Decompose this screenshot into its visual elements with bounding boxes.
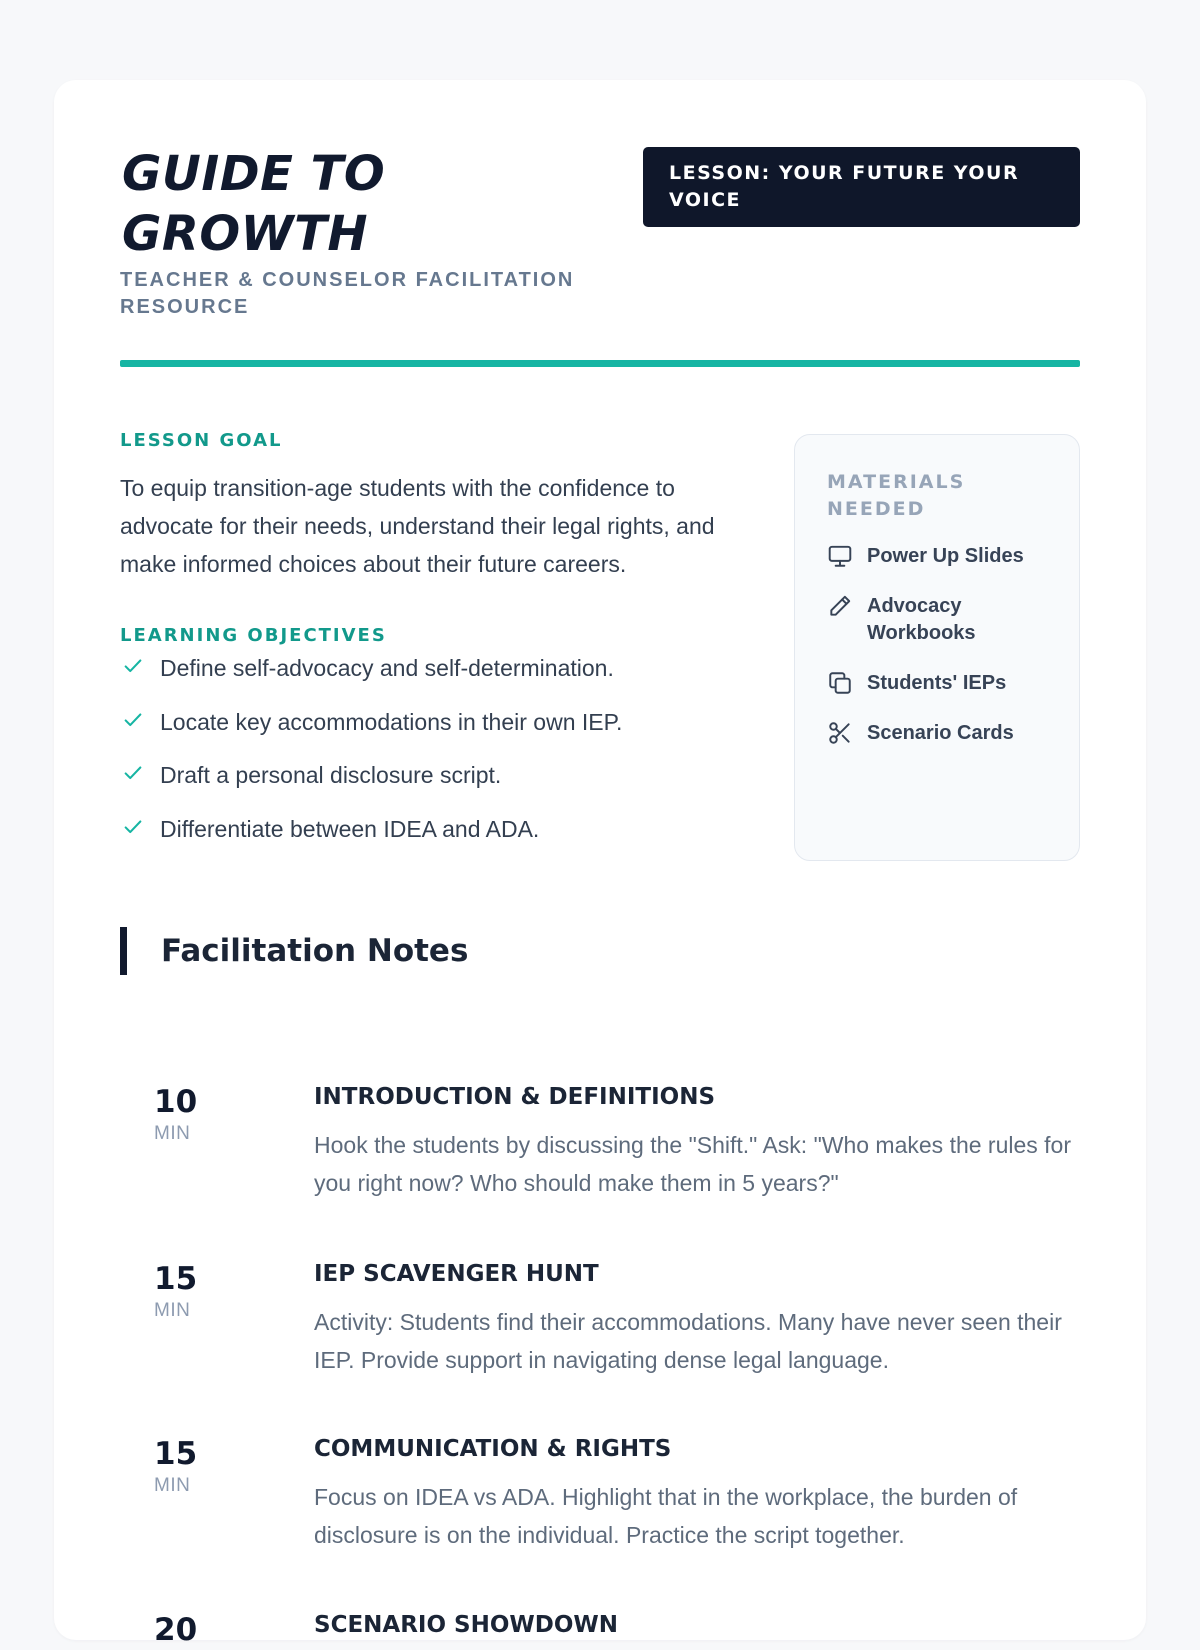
checkmark-icon bbox=[122, 762, 144, 784]
lesson-card bbox=[54, 80, 1146, 1648]
step-duration bbox=[154, 1082, 224, 1146]
scissors-icon bbox=[827, 720, 853, 746]
material-label: Students' IEPs bbox=[867, 672, 1007, 694]
material-item bbox=[827, 720, 1047, 747]
step-minutes: 15 bbox=[154, 1261, 198, 1297]
material-label: Scenario Cards bbox=[867, 722, 1014, 744]
lesson-goal-label: LESSON GOAL bbox=[120, 430, 283, 451]
objective-text: Differentiate between IDEA and ADA. bbox=[160, 815, 540, 842]
facilitation-notes-heading: Facilitation Notes bbox=[120, 927, 468, 975]
header-divider bbox=[120, 360, 1080, 367]
material-label: Advocacy Workbooks bbox=[867, 595, 976, 644]
materials-panel bbox=[794, 434, 1080, 861]
step-unit: MIN bbox=[154, 1123, 191, 1144]
learning-objectives-label: LEARNING OBJECTIVES bbox=[120, 625, 387, 646]
step-duration bbox=[154, 1434, 224, 1498]
objective-text: Define self-advocacy and self-determination. bbox=[160, 655, 614, 681]
step-body bbox=[314, 1082, 1104, 1202]
pencil-icon bbox=[827, 593, 853, 619]
step-duration bbox=[154, 1610, 224, 1650]
step-body bbox=[314, 1434, 1104, 1554]
step-minutes: 20 bbox=[154, 1612, 198, 1648]
objectives-list bbox=[120, 652, 740, 866]
step-description: Hook the students by discussing the "Shift." Ask: "Who makes the rules for you right now? Who should make them in 5 years?" bbox=[314, 1132, 1072, 1196]
material-item bbox=[827, 670, 1047, 697]
materials-label: MATERIALS NEEDED bbox=[827, 471, 966, 520]
lesson-goal-text: To equip transition-age students with the confidence to advocate for their needs, understand their legal rights, and make informed choices about their future careers. bbox=[120, 475, 715, 577]
step-title: INTRODUCTION & DEFINITIONS bbox=[314, 1084, 716, 1110]
goal-and-objectives bbox=[120, 430, 740, 866]
page-title: GUIDE TO GROWTH bbox=[122, 146, 386, 262]
lesson-badge: LESSON: YOUR FUTURE YOUR VOICE bbox=[643, 147, 1080, 227]
step-description: Activity: Students find their accommodations. Many have never seen their IEP. Provide support in navigating dense legal language. bbox=[314, 1309, 1062, 1373]
step-title: SCENARIO SHOWDOWN bbox=[314, 1612, 619, 1638]
step-title: IEP SCAVENGER HUNT bbox=[314, 1261, 599, 1287]
copy-icon bbox=[827, 670, 853, 696]
material-item bbox=[827, 543, 1047, 570]
material-item bbox=[827, 593, 1047, 647]
step-body bbox=[314, 1610, 1104, 1640]
checkmark-icon bbox=[122, 816, 144, 838]
monitor-icon bbox=[827, 543, 853, 569]
material-label: Power Up Slides bbox=[867, 545, 1024, 567]
objective-text: Locate key accommodations in their own IEP. bbox=[160, 708, 623, 735]
page-subtitle: TEACHER & COUNSELOR FACILITATION RESOURCE bbox=[120, 269, 575, 318]
objective-text: Draft a personal disclosure script. bbox=[160, 762, 502, 788]
page-header bbox=[120, 80, 1080, 368]
step-unit: MIN bbox=[154, 1300, 191, 1321]
objective-item bbox=[120, 759, 740, 813]
step-duration bbox=[154, 1259, 224, 1323]
step-body bbox=[314, 1259, 1104, 1379]
objective-item bbox=[120, 813, 740, 867]
step-title: COMMUNICATION & RIGHTS bbox=[314, 1436, 672, 1462]
step-minutes: 10 bbox=[154, 1084, 198, 1120]
step-unit: MIN bbox=[154, 1475, 191, 1496]
checkmark-icon bbox=[122, 655, 144, 677]
materials-list bbox=[827, 543, 1047, 747]
step-minutes: 15 bbox=[154, 1436, 198, 1472]
objective-item bbox=[120, 652, 740, 706]
card-content bbox=[120, 80, 1080, 1648]
step-description: Focus on IDEA vs ADA. Highlight that in the workplace, the burden of disclosure is on the individual. Practice the script together. bbox=[314, 1484, 1018, 1548]
checkmark-icon bbox=[122, 709, 144, 731]
objective-item bbox=[120, 706, 740, 760]
